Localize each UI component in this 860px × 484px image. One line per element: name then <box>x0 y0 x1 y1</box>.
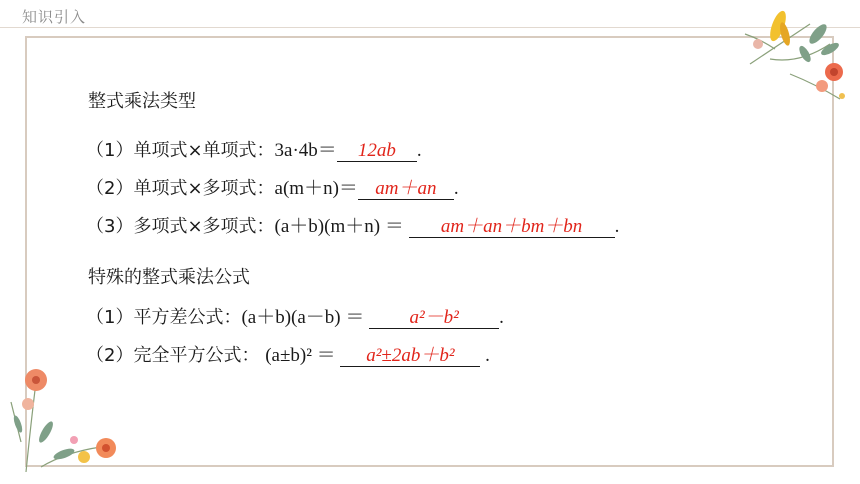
formula-5-prefix: （2）完全平方公式： <box>86 345 266 366</box>
formula-2-suffix: . <box>453 178 459 199</box>
formula-5-expr: (a±b)² ＝ <box>265 345 341 366</box>
formula-3-suffix: . <box>614 216 620 237</box>
formula-5-answer: a²±2ab＋b² <box>340 346 480 367</box>
section-tag: 知识引入 <box>22 8 87 26</box>
flower-bouquet-top-right-icon <box>730 4 856 114</box>
formula-2-answer: am＋an <box>358 179 454 200</box>
formula-row-5 <box>86 345 490 367</box>
formula-row-4 <box>86 307 504 329</box>
formula-3-prefix: （3）多项式×多项式： <box>86 216 275 237</box>
section2-title: 特殊的整式乘法公式 <box>88 267 250 288</box>
formula-3-answer: am＋an＋bm＋bn <box>409 217 615 238</box>
formula-5-suffix: . <box>480 345 490 366</box>
formula-4-prefix: （1）平方差公式： <box>86 307 242 328</box>
formula-2-prefix: （2）单项式×多项式： <box>86 178 275 199</box>
formula-1-answer: 12ab <box>337 141 417 162</box>
formula-1-prefix: （1）单项式×单项式： <box>86 140 275 161</box>
section1-title: 整式乘法类型 <box>88 91 196 112</box>
formula-1-suffix: . <box>416 140 422 161</box>
formula-2-expr: a(m＋n)＝ <box>274 178 358 199</box>
formula-1-expr: 3a·4b＝ <box>274 140 337 161</box>
formula-3-expr: (a＋b)(m＋n) ＝ <box>274 216 409 237</box>
flower-bouquet-bottom-left-icon <box>6 362 126 474</box>
formula-4-expr: (a＋b)(a－b) ＝ <box>241 307 370 328</box>
formula-row-2 <box>86 178 459 200</box>
formula-row-1 <box>86 140 422 162</box>
formula-4-suffix: . <box>499 307 504 328</box>
formula-row-3 <box>86 216 619 238</box>
formula-4-answer: a²－b² <box>369 308 499 329</box>
